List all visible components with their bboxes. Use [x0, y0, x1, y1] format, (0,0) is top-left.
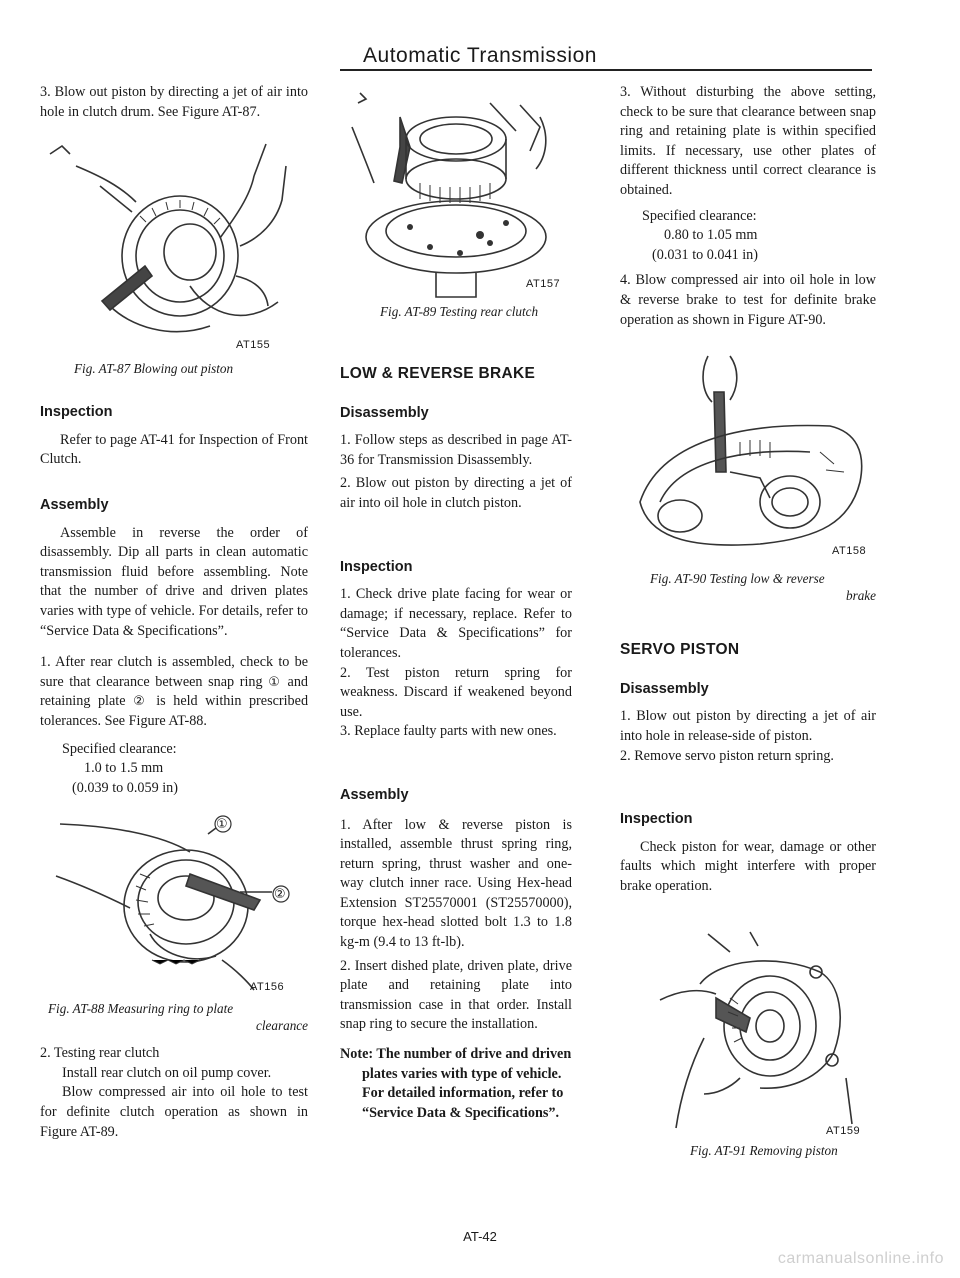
figure-at-89-code: AT157: [526, 278, 561, 290]
left-step1: [40, 653, 308, 731]
right-spec-block: [620, 207, 876, 266]
middle-inspection-heading: Inspection: [340, 558, 413, 575]
figure-at-88-code: AT156: [250, 981, 285, 994]
middle-assembly-heading: Assembly: [340, 786, 409, 803]
header-title: Automatic Transmission: [363, 44, 597, 67]
left-spec-block: [40, 740, 308, 799]
right-dis-step2: 2. Remove servo piston return spring.: [620, 747, 834, 764]
figure-at-88-caption-line1: Fig. AT-88 Measuring ring to plate: [48, 1001, 234, 1017]
low-reverse-brake-heading: LOW & REVERSE BRAKE: [340, 365, 536, 382]
figure-at-91-illustration: [620, 928, 876, 1134]
left-step1-c: is held within prescribed tolerances. See Figure AT-88.: [40, 693, 309, 729]
middle-dis-step1: 1. Follow steps as described in page AT-36 for Transmission Disassembly.: [340, 432, 572, 468]
right-disassembly-heading: Disassembly: [620, 680, 709, 697]
middle-column: [340, 83, 572, 1123]
figure-at-90-caption-line2: brake: [845, 588, 876, 604]
note-label: Note:: [340, 1046, 374, 1063]
figure-at-90: [620, 352, 876, 562]
watermark: carmanualsonline.info: [777, 1250, 944, 1267]
right-column: [620, 83, 876, 1159]
left-step2-text: Blow compressed air into oil hole to test for definite clutch operation as shown in Figure AT-89.: [40, 1084, 308, 1140]
middle-insp-step2: 2. Test piston return spring for weakness. Discard if weakened beyond use.: [340, 664, 572, 720]
figure-at-91-caption: Fig. AT-91 Removing piston: [690, 1143, 838, 1159]
middle-dis-step2: 2. Blow out piston by directing a jet of air into oil hole in clutch piston.: [340, 475, 572, 511]
figure-at-90-code: AT158: [832, 545, 867, 558]
left-spec-label: Specified clearance:: [62, 740, 177, 757]
page-number: AT-42: [463, 1229, 497, 1244]
figure-at-89-illustration: [340, 87, 572, 301]
right-insp-text: Check piston for wear, damage or other faults which might interfere with proper brake operation.: [620, 838, 876, 894]
figure-at-90-caption-line1: Fig. AT-90 Testing low & reverse: [650, 571, 825, 587]
middle-note-body: plates varies with type of vehicle. For detailed information, refer to “Service Data & Specifications”.: [362, 1065, 564, 1121]
figure-at-88-caption-line2: clearance: [256, 1018, 308, 1034]
left-step2-title: 2. Testing rear clutch: [40, 1045, 160, 1062]
left-spec-in: (0.039 to 0.059 in): [72, 779, 179, 796]
header-rule: [340, 69, 872, 71]
left-step3: 3. Blow out piston by directing a jet of air into hole in clutch drum. See Figure AT-87.: [40, 84, 308, 120]
right-spec-mm: 0.80 to 1.05 mm: [664, 227, 758, 244]
middle-asm-step2: 2. Insert dished plate, driven plate, drive plate and retaining plate into transmission case in that order. Install snap ring to secure the installation.: [340, 957, 572, 1033]
figure-at-89: [340, 87, 572, 301]
right-spec-in: (0.031 to 0.041 in): [652, 246, 759, 263]
right-step3: 3. Without disturbing the above setting, check to be sure that clearance between snap ring and retaining plate is within specified limits. If necessary, use other plates of different thickness until correct clearance is obtained.: [620, 84, 876, 198]
middle-asm-step1: 1. After low & reverse piston is installed, assemble thrust spring ring, return spring, thrust washer and one-way clutch inner race. Using Hex-head Extension ST25570001 (ST25570000), torque hex-head slotted bolt 1.3 to 1.8 kg-m (9.4 to 13 ft-lb).: [340, 816, 572, 951]
servo-piston-heading: SERVO PISTON: [620, 641, 740, 659]
middle-insp-step1: 1. Check drive plate facing for wear or damage; if necessary, replace. Refer to “Service Data & Specifications” for tolerances.: [340, 586, 572, 661]
figure-at-88: [40, 814, 308, 992]
left-step2-line: Install rear clutch on oil pump cover.: [62, 1064, 272, 1081]
middle-disassembly-heading: Disassembly: [340, 404, 429, 421]
left-step1-b: and retaining plate: [40, 673, 309, 710]
left-column: [40, 83, 308, 1142]
figure-at-89-caption: Fig. AT-89 Testing rear clutch: [380, 304, 539, 319]
left-assembly-text: Assemble in reverse the order of disassembly. Dip all parts in clean automatic transmission fluid before assembling. Note that the number of drive and driven plates varies with type of vehicle. For details, refer to “Service Data & Specifications”.: [40, 524, 308, 639]
retaining-plate-callout-icon: ②: [133, 694, 149, 710]
figure-at-87-caption: Fig. AT-87 Blowing out piston: [74, 361, 234, 377]
left-step1-a: 1. After rear clutch is assembled, check to be sure that clearance between snap ring: [40, 654, 308, 690]
left-inspection-heading: Inspection: [40, 404, 113, 421]
right-spec-label: Specified clearance:: [642, 207, 757, 224]
snap-ring-callout-icon: ①: [268, 674, 282, 690]
figure-at-90-illustration: [620, 352, 876, 562]
right-dis-step1: 1. Blow out piston by directing a jet of air into hole in release-side of piston.: [620, 708, 876, 744]
figure-at-91: [620, 928, 876, 1138]
right-inspection-heading: Inspection: [620, 811, 693, 828]
figure-at-87-illustration: [40, 126, 308, 358]
middle-note: [340, 1045, 572, 1065]
figure-at-88-illustration: [40, 814, 308, 992]
figure-at-91-code: AT159: [826, 1125, 861, 1138]
callout-2-icon: ②: [274, 887, 287, 903]
note-first: The number of drive and driven: [376, 1046, 572, 1063]
figure-at-87: [40, 126, 308, 358]
callout-1-icon: ①: [216, 817, 229, 833]
left-inspection-text: Refer to page AT-41 for Inspection of Front Clutch.: [40, 431, 308, 468]
right-step4: 4. Blow compressed air into oil hole in low & reverse brake to test for definite brake operation as shown in Figure AT-90.: [620, 272, 876, 328]
figure-at-87-code: AT155: [236, 339, 271, 352]
left-spec-mm: 1.0 to 1.5 mm: [84, 760, 164, 777]
left-assembly-heading: Assembly: [40, 496, 109, 513]
middle-insp-step3: 3. Replace faulty parts with new ones.: [340, 723, 557, 740]
